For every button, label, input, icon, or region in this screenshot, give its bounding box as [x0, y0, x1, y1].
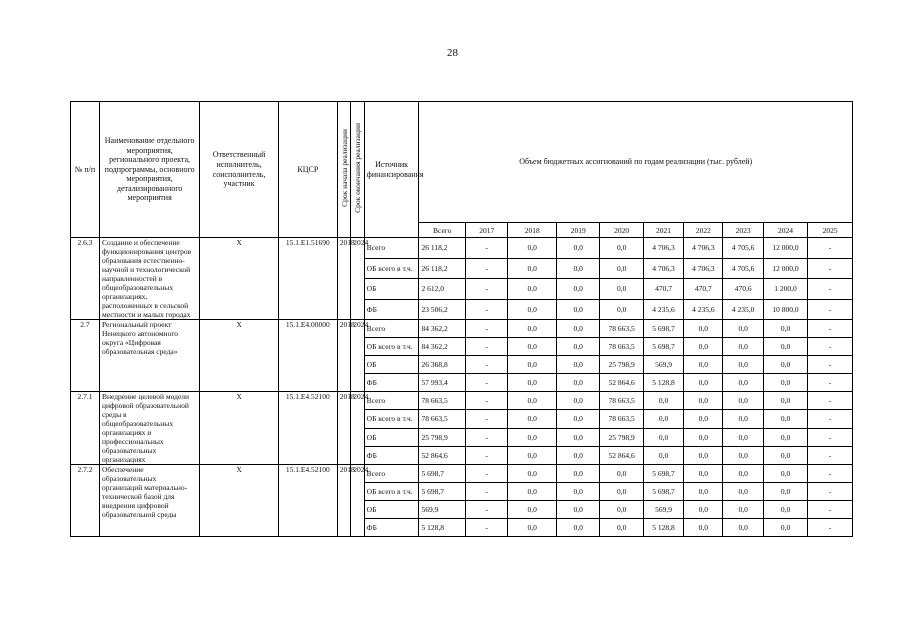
value-year: -	[466, 299, 508, 320]
value-year: -	[808, 279, 853, 300]
value-total: 5 698,7	[419, 483, 466, 501]
value-year: -	[466, 465, 508, 483]
value-year: 0,0	[508, 279, 557, 300]
value-year: -	[466, 258, 508, 279]
value-year: 5 128,8	[643, 374, 683, 392]
row-start-year: 2018	[337, 465, 350, 537]
value-year: 4 235,6	[684, 299, 723, 320]
value-year: 78 663,5	[600, 410, 643, 428]
value-year: -	[808, 299, 853, 320]
row-kcsr: 15.1.Е4.52100	[278, 392, 337, 465]
value-year: 0,0	[723, 519, 763, 537]
value-year: 4 706,3	[643, 238, 683, 259]
funding-source: Всего	[364, 465, 419, 483]
value-year: 0,0	[508, 238, 557, 259]
value-year: -	[808, 483, 853, 501]
value-year: 0,0	[600, 238, 643, 259]
funding-source: ФБ	[364, 299, 419, 320]
value-total: 2 612,0	[419, 279, 466, 300]
value-year: 0,0	[508, 356, 557, 374]
value-year: 0,0	[643, 410, 683, 428]
value-year: 0,0	[557, 338, 600, 356]
value-year: 4 706,3	[643, 258, 683, 279]
value-year: 0,0	[508, 465, 557, 483]
value-year: 0,0	[763, 392, 807, 410]
value-year: 0,0	[684, 338, 723, 356]
value-year: 4 706,3	[684, 238, 723, 259]
value-year: 0,0	[508, 446, 557, 464]
header-year: 2021	[643, 223, 683, 238]
value-year: 0,0	[643, 392, 683, 410]
header-year: 2017	[466, 223, 508, 238]
value-year: 0,0	[557, 238, 600, 259]
value-year: -	[466, 356, 508, 374]
value-year: 0,0	[508, 320, 557, 338]
value-year: -	[808, 238, 853, 259]
row-name: Обеспечение образовательных организаций материально-технической базой для внедрения цифровой образовательной среды	[99, 465, 199, 537]
value-year: 5 698,7	[643, 320, 683, 338]
row-name: Внедрение целевой модели цифровой образовательной среды в общеобразовательных организациях и профессиональных образовательных организациях	[99, 392, 199, 465]
value-year: 470,6	[723, 279, 763, 300]
row-end-year: 2024	[351, 238, 364, 320]
value-total: 57 993,4	[419, 374, 466, 392]
row-number: 2.6.3	[71, 238, 100, 320]
value-year: 0,0	[723, 392, 763, 410]
table-row	[71, 465, 853, 483]
value-year: 5 698,7	[643, 465, 683, 483]
value-year: 0,0	[508, 258, 557, 279]
value-year: 0,0	[763, 501, 807, 519]
value-year: -	[808, 392, 853, 410]
funding-source: ОБ	[364, 428, 419, 446]
row-number: 2.7.1	[71, 392, 100, 465]
value-year: -	[808, 428, 853, 446]
value-year: 0,0	[723, 465, 763, 483]
value-year: 0,0	[600, 299, 643, 320]
value-year: 0,0	[557, 320, 600, 338]
value-year: -	[808, 258, 853, 279]
value-year: 0,0	[557, 392, 600, 410]
funding-source: ФБ	[364, 446, 419, 464]
row-executor: X	[200, 465, 279, 537]
funding-source: Всего	[364, 320, 419, 338]
funding-source: ОБ всего в т.ч.	[364, 338, 419, 356]
value-year: 0,0	[600, 465, 643, 483]
value-year: 0,0	[600, 483, 643, 501]
value-year: 5 698,7	[643, 483, 683, 501]
value-year: 4 235,0	[723, 299, 763, 320]
table-row	[71, 320, 853, 338]
value-year: 569,9	[643, 356, 683, 374]
value-year: -	[808, 356, 853, 374]
value-year: 0,0	[684, 465, 723, 483]
funding-source: ОБ всего в т.ч.	[364, 410, 419, 428]
header-start-year-label: Срок начала реализации	[339, 129, 349, 208]
header-start-year	[337, 102, 350, 238]
value-year: 0,0	[508, 374, 557, 392]
value-year: 0,0	[684, 392, 723, 410]
value-year: 0,0	[557, 428, 600, 446]
value-year: 0,0	[723, 501, 763, 519]
value-year: 4 705,6	[723, 238, 763, 259]
value-year: 0,0	[557, 446, 600, 464]
value-year: 0,0	[723, 483, 763, 501]
header-volume: Объем бюджетных ассигнований по годам реализации (тыс. рублей)	[419, 102, 853, 223]
row-kcsr: 15.1.Е1.51690	[278, 238, 337, 320]
value-year: 0,0	[600, 258, 643, 279]
header-year: 2022	[684, 223, 723, 238]
row-kcsr: 15.1.Е4.52100	[278, 465, 337, 537]
value-year: 4 235,6	[643, 299, 683, 320]
value-year: -	[466, 501, 508, 519]
value-year: 0,0	[723, 446, 763, 464]
value-year: 0,0	[684, 501, 723, 519]
funding-source: ФБ	[364, 374, 419, 392]
value-year: -	[466, 320, 508, 338]
header-year: 2019	[557, 223, 600, 238]
value-year: 78 663,5	[600, 338, 643, 356]
header-source: Источник финансирования	[364, 102, 419, 238]
row-end-year: 2024	[351, 320, 364, 392]
value-total: 25 798,9	[419, 428, 466, 446]
value-year: 0,0	[600, 279, 643, 300]
header-name: Наименование отдельного мероприятия, регионального проекта, подпрограммы, основного мероприятия, детализированного мероприятия	[99, 102, 199, 238]
value-year: 5 128,8	[643, 519, 683, 537]
funding-source: ОБ	[364, 501, 419, 519]
header-year: 2018	[508, 223, 557, 238]
value-year: 0,0	[684, 374, 723, 392]
header-year-total: Всего	[419, 223, 466, 238]
value-year: 470,7	[643, 279, 683, 300]
value-year: 10 800,0	[763, 299, 807, 320]
value-year: 0,0	[684, 483, 723, 501]
value-year: 0,0	[684, 356, 723, 374]
value-year: 12 000,0	[763, 258, 807, 279]
value-year: 0,0	[557, 374, 600, 392]
value-year: 4 706,3	[684, 258, 723, 279]
header-number: № п/п	[71, 102, 100, 238]
row-end-year: 2024	[351, 392, 364, 465]
value-year: -	[466, 483, 508, 501]
value-year: 25 798,9	[600, 356, 643, 374]
value-year: 0,0	[508, 392, 557, 410]
header-year: 2025	[808, 223, 853, 238]
value-total: 26 368,8	[419, 356, 466, 374]
value-year: 0,0	[643, 446, 683, 464]
value-year: -	[466, 428, 508, 446]
row-executor: X	[200, 392, 279, 465]
funding-source: ОБ	[364, 356, 419, 374]
value-year: 0,0	[508, 338, 557, 356]
value-year: -	[808, 501, 853, 519]
funding-source: ОБ всего в т.ч.	[364, 258, 419, 279]
header-end-year	[351, 102, 364, 238]
value-year: 569,9	[643, 501, 683, 519]
value-year: 0,0	[643, 428, 683, 446]
value-year: 0,0	[508, 501, 557, 519]
value-year: -	[466, 238, 508, 259]
row-executor: X	[200, 320, 279, 392]
row-name: Создание и обеспечение функционирования центров образования естественно-научной и технологической направленностей в общеобразовательных организациях, расположенных в сельской местности и малых городах	[99, 238, 199, 320]
budget-allocation-table	[70, 101, 853, 537]
value-year: -	[808, 446, 853, 464]
row-executor: X	[200, 238, 279, 320]
value-year: 0,0	[508, 299, 557, 320]
table-body	[71, 238, 853, 537]
value-year: 0,0	[763, 374, 807, 392]
funding-source: ФБ	[364, 519, 419, 537]
row-name: Региональный проект Ненецкого автономного округа «Цифровая образовательная среда»	[99, 320, 199, 392]
value-year: 0,0	[508, 519, 557, 537]
value-year: 0,0	[557, 299, 600, 320]
row-kcsr: 15.1.Е4.00000	[278, 320, 337, 392]
value-year: 0,0	[508, 410, 557, 428]
value-total: 52 864,6	[419, 446, 466, 464]
table-row	[71, 392, 853, 410]
value-year: 0,0	[684, 410, 723, 428]
value-year: -	[808, 338, 853, 356]
value-year: 0,0	[508, 483, 557, 501]
header-year: 2020	[600, 223, 643, 238]
header-year: 2024	[763, 223, 807, 238]
value-year: 0,0	[600, 501, 643, 519]
value-year: 0,0	[684, 446, 723, 464]
value-year: 0,0	[557, 465, 600, 483]
value-year: -	[466, 392, 508, 410]
value-year: 0,0	[763, 320, 807, 338]
value-year: 5 698,7	[643, 338, 683, 356]
value-year: 0,0	[557, 519, 600, 537]
value-year: 0,0	[557, 483, 600, 501]
value-total: 78 663,5	[419, 410, 466, 428]
value-year: -	[808, 410, 853, 428]
value-total: 78 663,5	[419, 392, 466, 410]
table-row	[71, 238, 853, 259]
funding-source: Всего	[364, 238, 419, 259]
value-year: -	[466, 519, 508, 537]
value-total: 26 118,2	[419, 258, 466, 279]
value-year: -	[466, 410, 508, 428]
value-year: 0,0	[723, 374, 763, 392]
funding-source: Всего	[364, 392, 419, 410]
header-row-main	[71, 102, 853, 223]
value-year: 52 864,6	[600, 374, 643, 392]
value-total: 26 118,2	[419, 238, 466, 259]
row-start-year: 2018	[337, 238, 350, 320]
value-year: 0,0	[763, 446, 807, 464]
value-total: 84 362,2	[419, 338, 466, 356]
value-year: -	[808, 465, 853, 483]
value-year: -	[466, 279, 508, 300]
value-year: -	[808, 320, 853, 338]
value-year: 0,0	[684, 428, 723, 446]
value-year: 1 200,0	[763, 279, 807, 300]
value-total: 5 698,7	[419, 465, 466, 483]
header-end-year-label: Срок окончания реализации	[353, 123, 363, 214]
value-year: 0,0	[763, 519, 807, 537]
value-year: 0,0	[557, 258, 600, 279]
value-year: 52 864,6	[600, 446, 643, 464]
value-year: 0,0	[763, 356, 807, 374]
header-executor: Ответственный исполнитель, соисполнитель, участник	[200, 102, 279, 238]
value-year: 0,0	[763, 428, 807, 446]
value-year: 470,7	[684, 279, 723, 300]
value-year: 0,0	[600, 519, 643, 537]
table-header	[71, 102, 853, 238]
value-year: 0,0	[763, 483, 807, 501]
value-year: -	[808, 519, 853, 537]
row-number: 2.7	[71, 320, 100, 392]
value-year: 0,0	[557, 410, 600, 428]
value-year: 0,0	[723, 356, 763, 374]
row-number: 2.7.2	[71, 465, 100, 537]
value-year: 25 798,9	[600, 428, 643, 446]
value-year: 0,0	[557, 501, 600, 519]
header-year: 2023	[723, 223, 763, 238]
value-year: 0,0	[723, 338, 763, 356]
value-total: 5 128,8	[419, 519, 466, 537]
funding-source: ОБ	[364, 279, 419, 300]
value-year: -	[466, 446, 508, 464]
funding-source: ОБ всего в т.ч.	[364, 483, 419, 501]
value-year: 0,0	[723, 410, 763, 428]
value-year: 12 000,0	[763, 238, 807, 259]
value-year: 78 663,5	[600, 392, 643, 410]
value-year: -	[466, 338, 508, 356]
header-kcsr: КЦСР	[278, 102, 337, 238]
row-start-year: 2018	[337, 320, 350, 392]
value-year: 0,0	[763, 465, 807, 483]
value-year: 0,0	[557, 279, 600, 300]
value-year: -	[808, 374, 853, 392]
value-year: 0,0	[557, 356, 600, 374]
value-year: 4 705,6	[723, 258, 763, 279]
value-total: 569,9	[419, 501, 466, 519]
value-year: 0,0	[763, 410, 807, 428]
value-year: 0,0	[508, 428, 557, 446]
value-year: 0,0	[723, 320, 763, 338]
value-year: 0,0	[763, 338, 807, 356]
value-year: 0,0	[684, 320, 723, 338]
value-year: 78 663,5	[600, 320, 643, 338]
value-year: -	[466, 374, 508, 392]
value-year: 0,0	[684, 519, 723, 537]
value-total: 23 506,2	[419, 299, 466, 320]
page-number: 28	[447, 47, 458, 59]
value-total: 84 362,2	[419, 320, 466, 338]
row-end-year: 2024	[351, 465, 364, 537]
row-start-year: 2018	[337, 392, 350, 465]
value-year: 0,0	[723, 428, 763, 446]
